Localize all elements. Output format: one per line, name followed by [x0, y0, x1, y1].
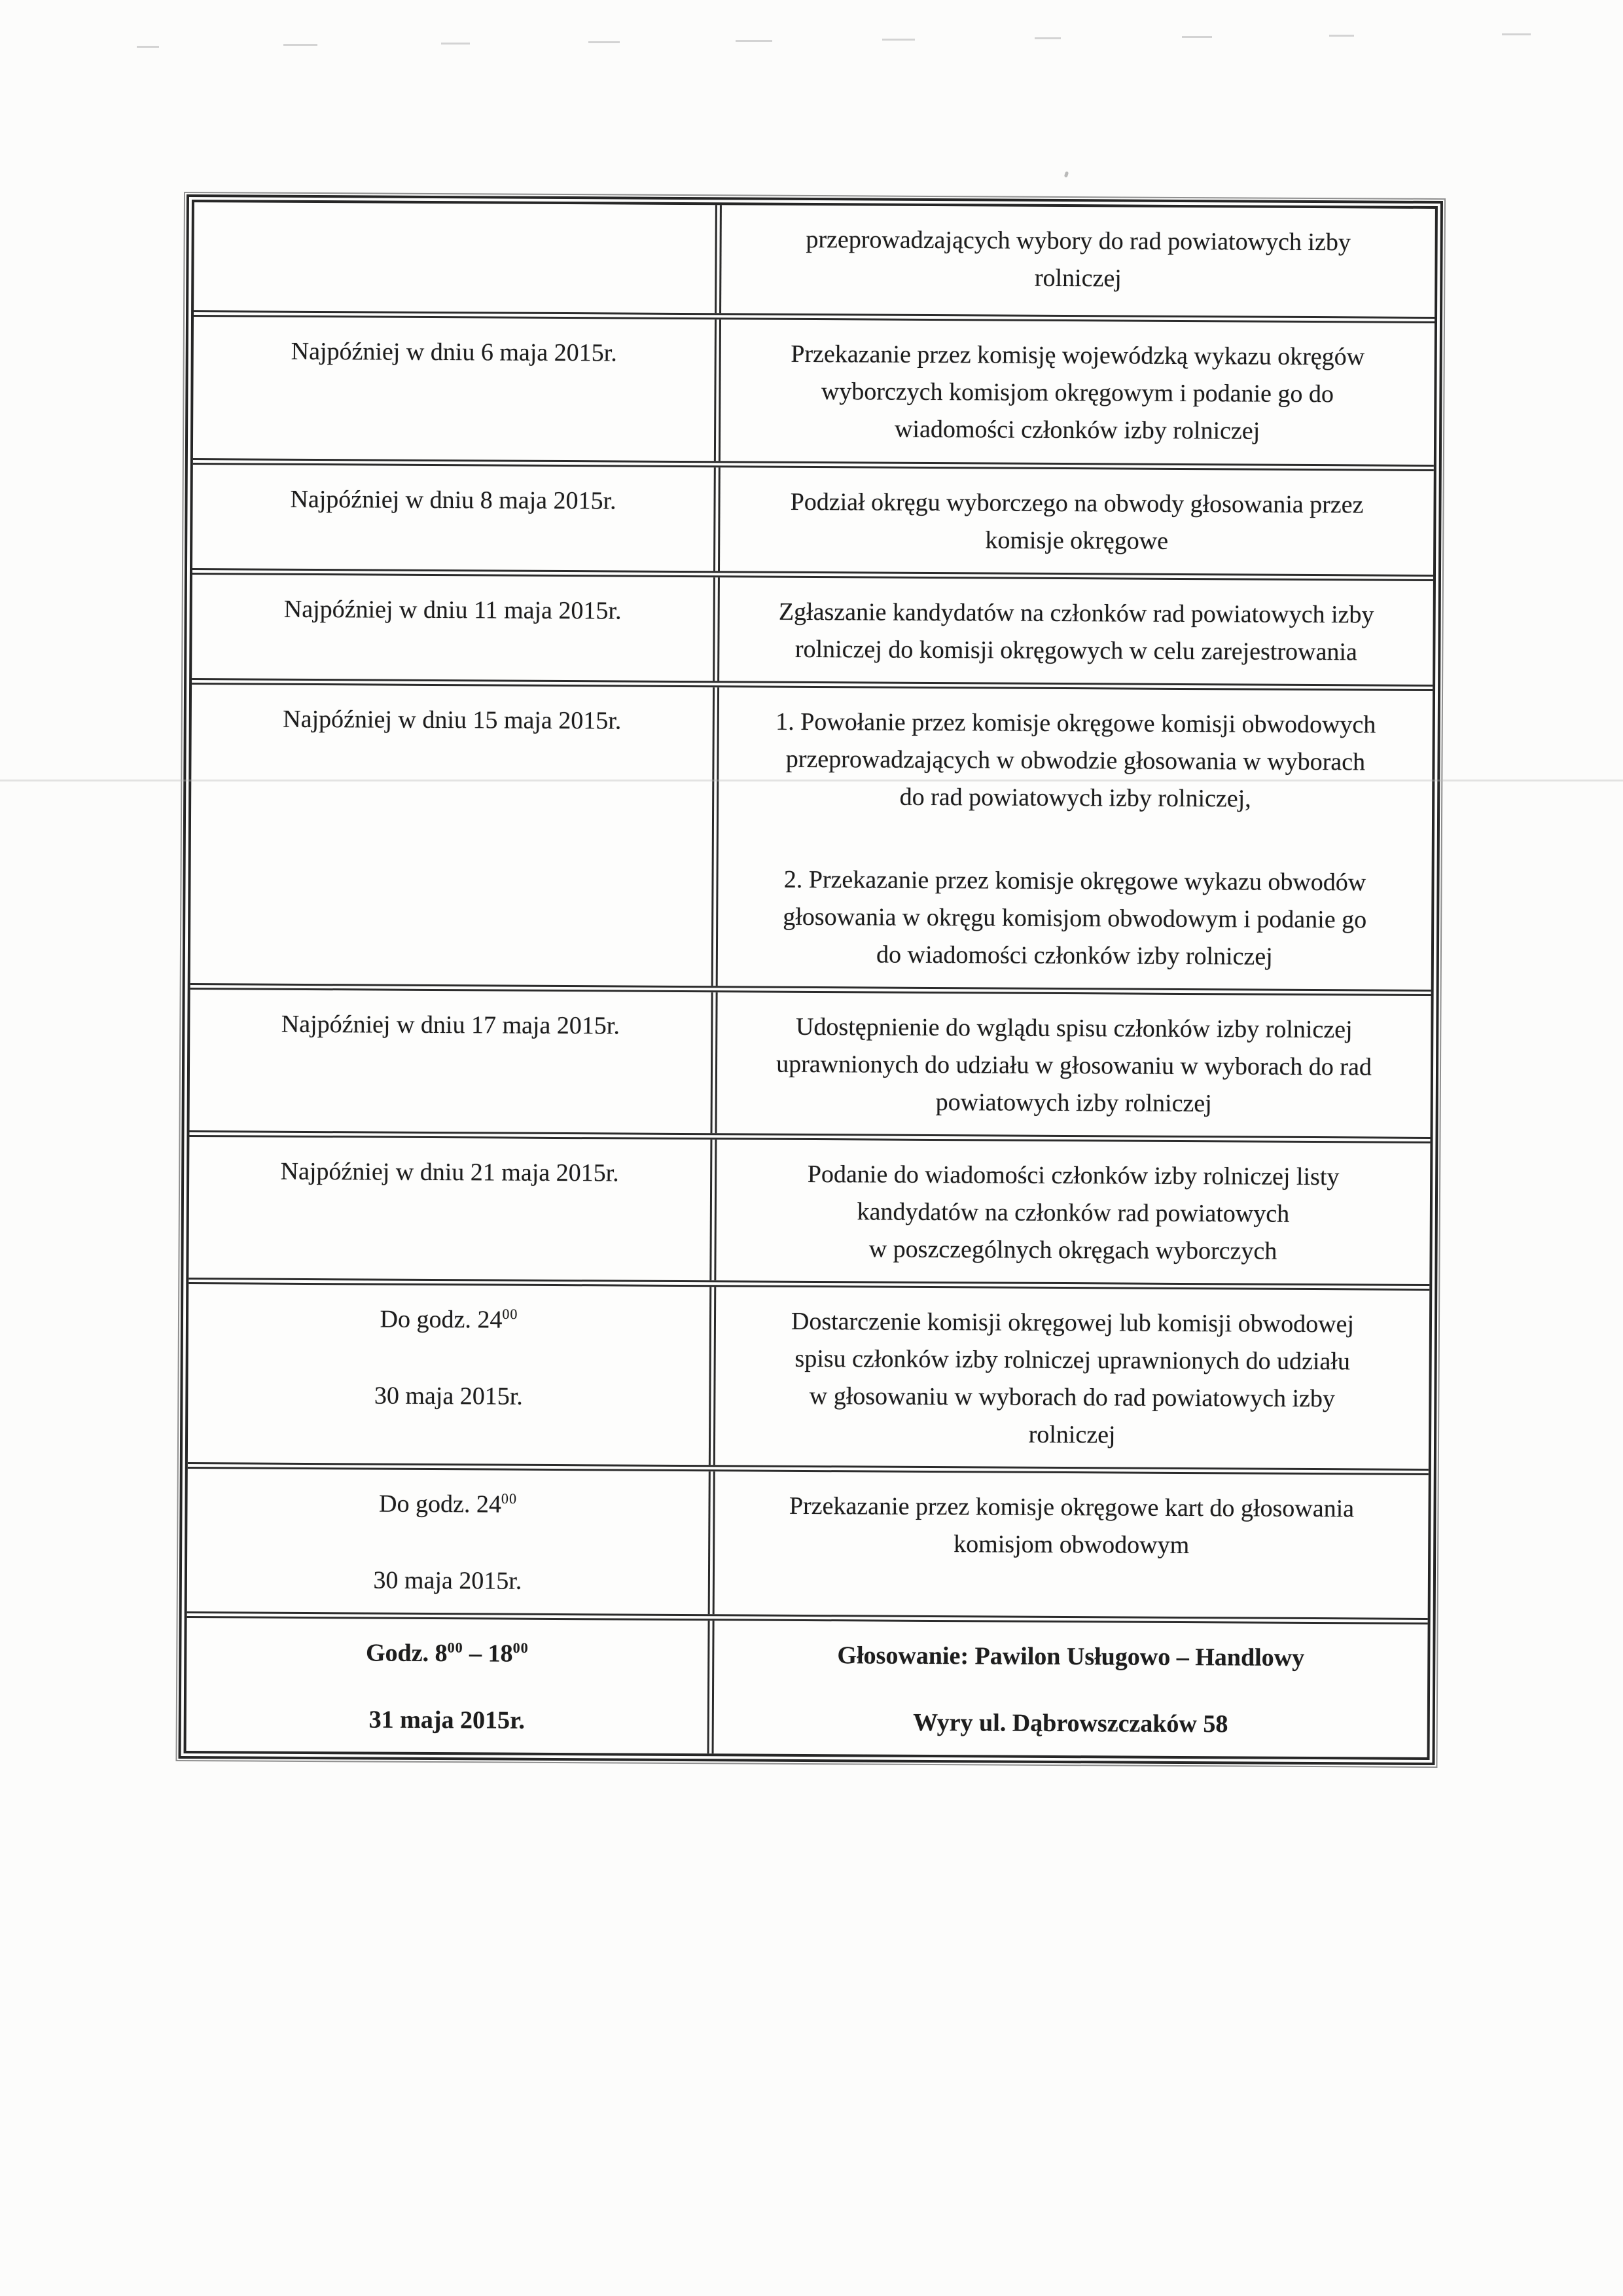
- description-text: Podział okręgu wyborczego na obwody głosowania przez komisje okręgowe: [790, 488, 1364, 555]
- table-row: [193, 310, 1435, 465]
- deadline-text: Najpóźniej w dniu 6 maja 2015r.: [291, 337, 617, 367]
- voting-hours: [205, 1634, 689, 1674]
- deadline-cell: [190, 990, 718, 1133]
- deadline-cell: [193, 317, 721, 461]
- election-schedule-table: [178, 194, 1442, 1765]
- description-cell: [714, 1621, 1428, 1757]
- scan-artifact-dash: [1035, 37, 1061, 39]
- scan-artifact-dash: [137, 46, 159, 48]
- description-item-2: 2. Przekazanie przez komisje okręgowe wykazu obwodów głosowania w okręgu komisjom obwodowym i podanie go do wiadomości członków izby rolniczej: [783, 865, 1367, 971]
- description-cell: [718, 687, 1433, 990]
- deadline-time: [207, 1300, 691, 1340]
- table-row: [187, 1462, 1429, 1618]
- scan-artifact-dash: [588, 41, 620, 43]
- description-cell: [715, 1471, 1429, 1618]
- deadline-date: 30 maja 2015r.: [374, 1382, 523, 1410]
- deadline-time-text: Do godz. 24: [380, 1305, 503, 1334]
- description-cell: [721, 319, 1435, 465]
- deadline-text: [213, 218, 697, 221]
- voting-place-line2: Wyry ul. Dąbrowszczaków 58: [913, 1708, 1228, 1738]
- description-text: Zgłaszanie kandydatów na członków rad powiatowych izby rolniczej do komisji okręgowych w celu zarejestrowania: [778, 598, 1374, 666]
- table-row: [190, 678, 1433, 990]
- voting-hours-superscript-2: 00: [512, 1639, 529, 1657]
- table-row: [192, 458, 1434, 575]
- deadline-time-text: Do godz. 24: [378, 1490, 502, 1518]
- deadline-date: 30 maja 2015r.: [373, 1566, 522, 1595]
- scan-artifact-dash: [1502, 33, 1531, 35]
- deadline-cell: [187, 1469, 715, 1614]
- deadline-cell: [188, 1137, 717, 1280]
- description-cell: [717, 992, 1431, 1137]
- description-text: Udostępnienie do wglądu spisu członków izby rolniczej uprawnionych do udziału w głosowaniu w wyborach do rad powiatowych izby rolniczej: [776, 1013, 1372, 1118]
- table-row: [188, 1278, 1429, 1469]
- description-cell: [721, 205, 1435, 317]
- voting-hours-superscript-1: 00: [447, 1639, 463, 1656]
- deadline-time-superscript: 00: [502, 1305, 518, 1323]
- description-text: Dostarczenie komisji okręgowej lub komisji obwodowej spisu członków izby rolniczej uprawnionych do udziału w głosowaniu w wyborach do rad powiatowych izby rolniczej: [791, 1307, 1355, 1449]
- table-row: [192, 568, 1433, 685]
- description-text: Przekazanie przez komisje okręgowe kart do głosowania komisjom obwodowym: [789, 1492, 1355, 1560]
- deadline-text: Najpóźniej w dniu 21 maja 2015r.: [280, 1157, 619, 1187]
- deadline-text: Najpóźniej w dniu 17 maja 2015r.: [281, 1010, 620, 1040]
- description-item-1: 1. Powołanie przez komisje okręgowe komisji obwodowych przeprowadzających w obwodzie głosowania w wyborach do rad powiatowych izby rolniczej,: [776, 708, 1376, 813]
- scan-artifact-dash: [1182, 36, 1212, 38]
- description-cell: [719, 577, 1433, 685]
- scan-artifact-speck: [1064, 171, 1069, 177]
- scan-artifact-dash: [1329, 35, 1354, 37]
- deadline-time-superscript: 00: [501, 1490, 518, 1507]
- voting-date: 31 maja 2015r.: [368, 1706, 526, 1734]
- deadline-cell: [190, 685, 719, 986]
- description-cell: [720, 467, 1434, 575]
- deadline-cell: [187, 1618, 715, 1753]
- table-row: [194, 202, 1435, 317]
- table-row-voting-day: [187, 1611, 1428, 1757]
- description-text: Przekazanie przez komisję wojewódzką wykazu okręgów wyborczych komisjom okręgowym i podanie go do wiadomości członków izby rolniczej: [791, 340, 1365, 445]
- table-row: [190, 983, 1431, 1137]
- deadline-text: Najpóźniej w dniu 8 maja 2015r.: [290, 485, 616, 515]
- deadline-cell: [194, 202, 722, 313]
- description-cell: [715, 1287, 1429, 1469]
- description-text: Podanie do wiadomości członków izby rolniczej listy kandydatów na członków rad powiatowych w poszczególnych okręgach wyborczych: [807, 1160, 1340, 1265]
- deadline-cell: [192, 465, 721, 571]
- deadline-cell: [188, 1284, 716, 1465]
- deadline-text: Najpóźniej w dniu 11 maja 2015r.: [283, 595, 622, 625]
- deadline-cell: [192, 575, 720, 681]
- scan-artifact-dash: [736, 40, 772, 42]
- voting-hours-start: Godz. 8: [365, 1639, 448, 1668]
- voting-place-line1: Głosowanie: Pawilon Usługowo – Handlowy: [837, 1641, 1305, 1672]
- scan-artifact-dash: [882, 39, 915, 41]
- description-cell: [716, 1139, 1430, 1284]
- deadline-text: Najpóźniej w dniu 15 maja 2015r.: [283, 705, 622, 735]
- description-text: przeprowadzających wybory do rad powiatowych izby rolniczej: [806, 225, 1351, 293]
- scan-artifact-dash: [283, 44, 317, 46]
- voting-hours-separator: – 18: [463, 1640, 513, 1668]
- table-row: [188, 1130, 1430, 1284]
- deadline-time: [205, 1484, 690, 1524]
- scan-artifact-dash: [441, 43, 470, 45]
